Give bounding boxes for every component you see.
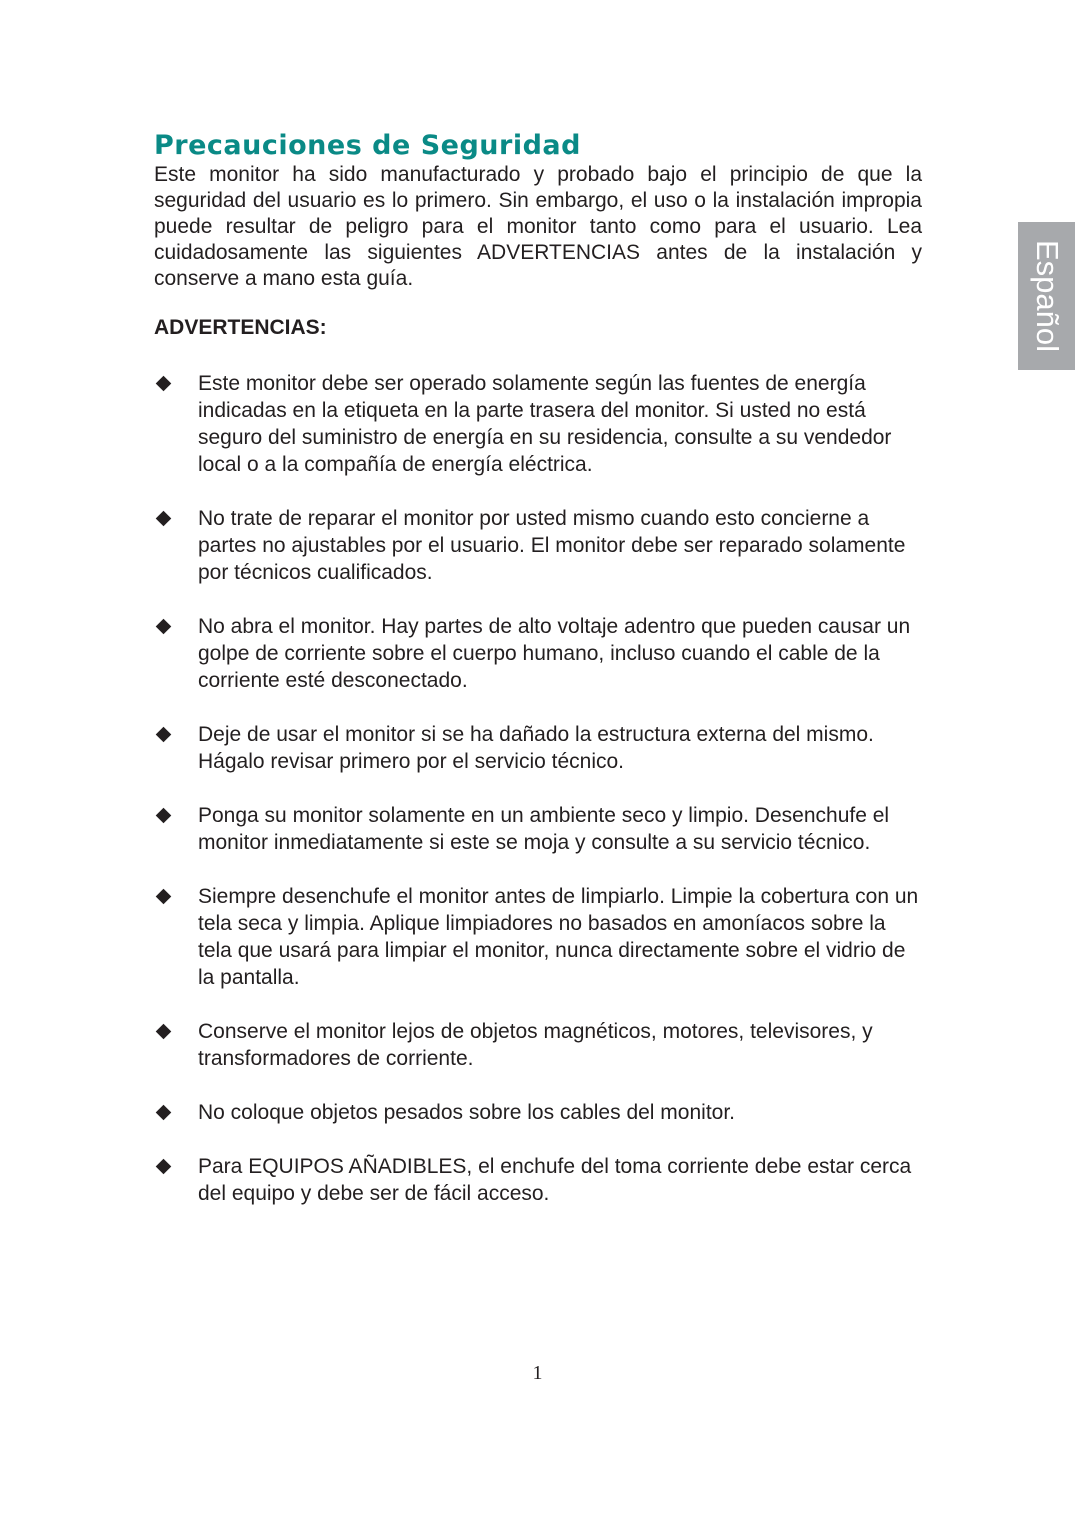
- warning-text: No trate de reparar el monitor por usted mismo cuando esto concierne a partes no ajustables por el usuario. El monitor debe ser reparado solamente por técnicos cualificados.: [198, 507, 906, 584]
- diamond-bullet-icon: [156, 511, 172, 527]
- language-tab-label: Español: [1029, 239, 1065, 353]
- diamond-bullet-icon: [156, 808, 172, 824]
- diamond-bullet-icon: [156, 376, 172, 392]
- diamond-bullet-icon: [156, 889, 172, 905]
- warning-text: Para EQUIPOS AÑADIBLES, el enchufe del toma corriente debe estar cerca del equipo y debe ser de fácil acceso.: [198, 1155, 912, 1205]
- warning-item: [154, 883, 922, 991]
- page-number: 1: [532, 1362, 543, 1384]
- warnings-list: [154, 370, 922, 1207]
- warning-item: [154, 505, 922, 586]
- warning-text: Ponga su monitor solamente en un ambiente seco y limpio. Desenchufe el monitor inmediatamente si este se moja y consulte a su servicio técnico.: [198, 804, 890, 854]
- diamond-bullet-icon: [156, 1105, 172, 1121]
- diamond-bullet-icon: [156, 1024, 172, 1040]
- warning-item: [154, 802, 922, 856]
- warning-item: [154, 613, 922, 694]
- warning-text: Deje de usar el monitor si se ha dañado la estructura externa del mismo. Hágalo revisar primero por el servicio técnico.: [198, 723, 874, 773]
- warning-text: No coloque objetos pesados sobre los cables del monitor.: [198, 1101, 735, 1124]
- warning-item: [154, 1099, 922, 1126]
- language-tab: [1018, 222, 1075, 370]
- warning-text: No abra el monitor. Hay partes de alto voltaje adentro que pueden causar un golpe de corriente sobre el cuerpo humano, incluso cuando el cable de la corriente esté desconectado.: [198, 615, 911, 692]
- document-body: [154, 130, 922, 1234]
- page-title: Precauciones de Seguridad: [154, 130, 581, 161]
- diamond-bullet-icon: [156, 1159, 172, 1175]
- warning-item: [154, 721, 922, 775]
- warning-item: [154, 1018, 922, 1072]
- warning-item: [154, 1153, 922, 1207]
- warning-text: Siempre desenchufe el monitor antes de limpiarlo. Limpie la cobertura con un tela seca y limpia. Aplique limpiadores no basados en amoníacos sobre la tela que usará para limpiar el monitor, nunca directamente sobre el vidrio de la pantalla.: [198, 885, 919, 989]
- warning-item: [154, 370, 922, 478]
- diamond-bullet-icon: [156, 619, 172, 635]
- warning-text: Conserve el monitor lejos de objetos magnéticos, motores, televisores, y transformadores de corriente.: [198, 1020, 873, 1070]
- warnings-heading: ADVERTENCIAS:: [154, 316, 327, 339]
- intro-paragraph: Este monitor ha sido manufacturado y probado bajo el principio de que la seguridad del usuario es lo primero. Sin embargo, el uso o la instalación impropia puede resultar de peligro para el monitor tanto como para el usuario. Lea cuidadosamente las siguientes ADVERTENCIAS antes de la instalación y conserve a mano esta guía.: [154, 163, 922, 290]
- diamond-bullet-icon: [156, 727, 172, 743]
- warning-text: Este monitor debe ser operado solamente según las fuentes de energía indicadas en la etiqueta en la parte trasera del monitor. Si usted no está seguro del suministro de energía en su residencia, consulte a su vendedor local o a la compañía de energía eléctrica.: [198, 372, 892, 476]
